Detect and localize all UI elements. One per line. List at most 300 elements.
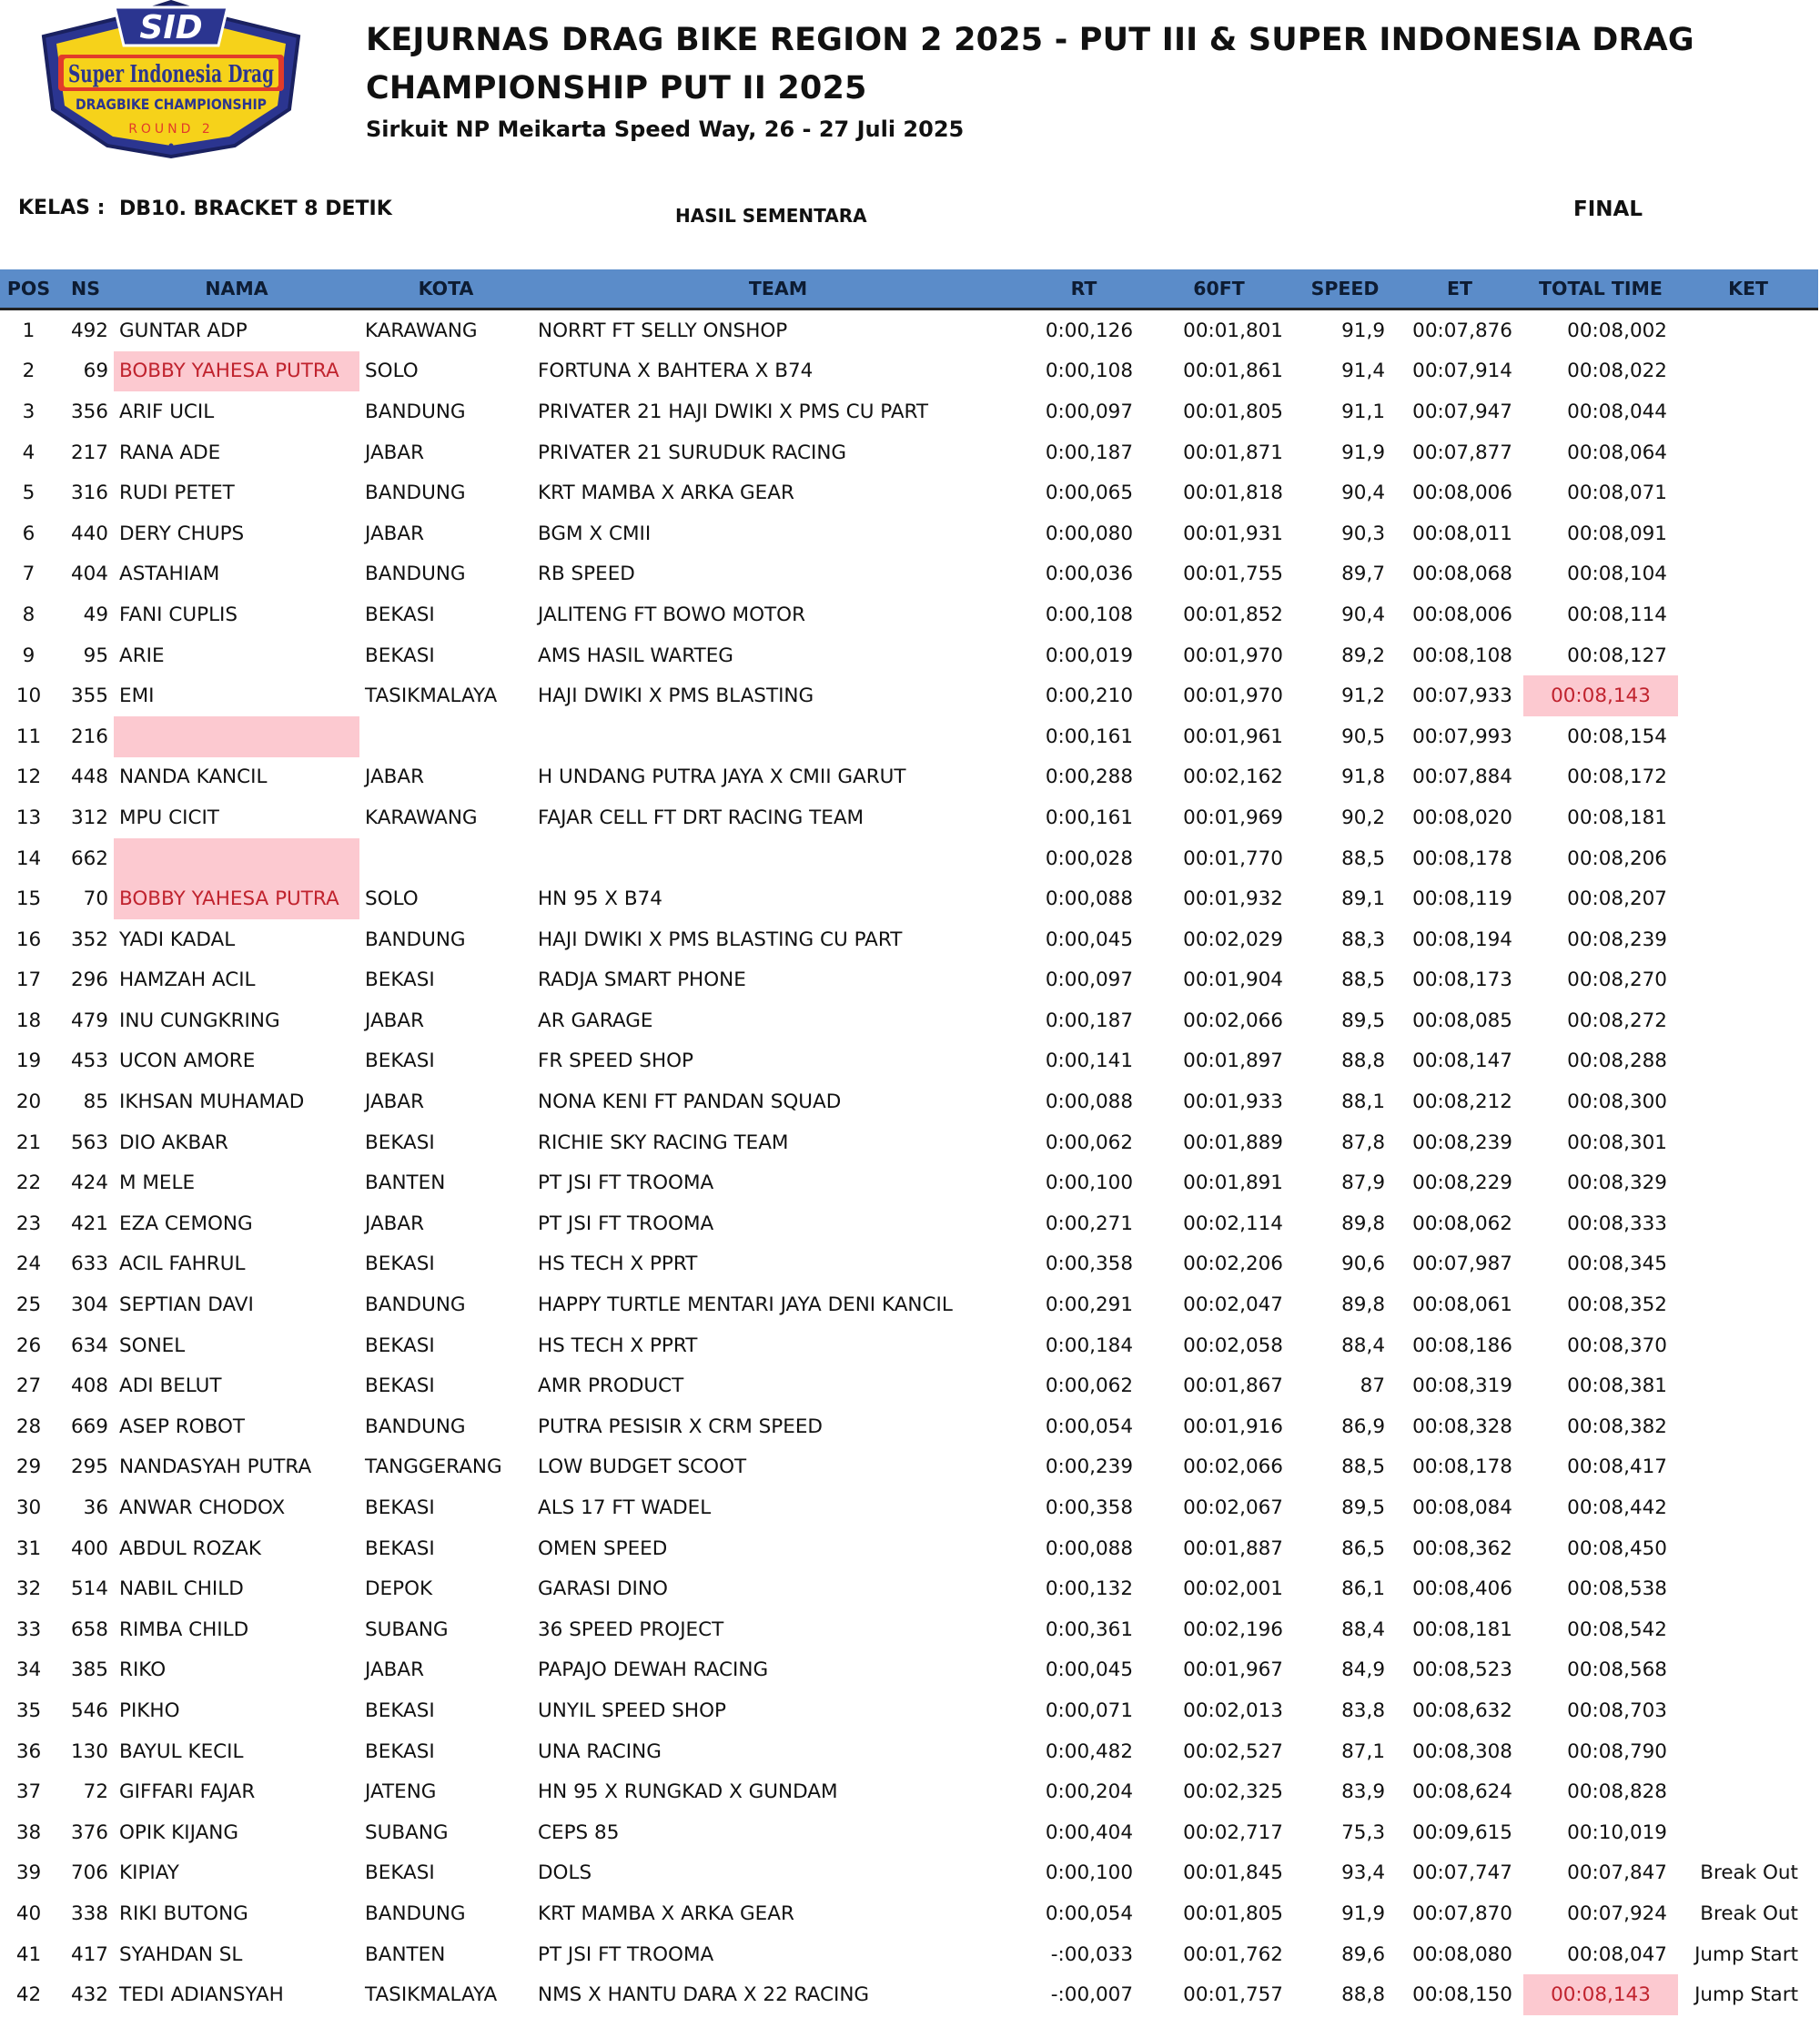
cell-team: PT JSI FT TROOMA	[538, 1171, 714, 1195]
cell-et: 00:08,178	[1412, 1455, 1512, 1479]
cell-ns: 669	[70, 1415, 108, 1438]
cell-speed: 91,9	[1341, 441, 1385, 464]
cell-nama: ARIF UCIL	[119, 400, 215, 423]
cell-rt: 0:00,361	[1045, 1617, 1133, 1641]
cell-kota: BEKASI	[365, 1496, 435, 1520]
table-row	[0, 1568, 1818, 1609]
logo-brand-text: Super Indonesia Drag	[68, 61, 274, 88]
cell-team: AMS HASIL WARTEG	[538, 644, 733, 667]
cell-ket	[1678, 1365, 1818, 1406]
cell-kota: BANDUNG	[365, 1901, 466, 1925]
cell-kota: JABAR	[365, 1658, 425, 1682]
table-row	[0, 1487, 1818, 1528]
cell-rt: 0:00,054	[1045, 1415, 1133, 1438]
cell-ket: Jump Start	[1694, 1983, 1798, 2007]
cell-pos: 3	[22, 400, 35, 423]
cell-ket	[1678, 878, 1818, 919]
cell-ns: 662	[70, 847, 108, 870]
cell-team: DOLS	[538, 1861, 592, 1885]
cell-ket	[1678, 1650, 1818, 1691]
cell-speed: 89,1	[1341, 887, 1385, 911]
cell-60ft: 00:01,852	[1183, 603, 1283, 626]
cell-team: UNA RACING	[538, 1739, 662, 1763]
table-row	[0, 1365, 1818, 1406]
cell-kota: JABAR	[365, 1212, 425, 1235]
cell-kota: JABAR	[365, 522, 425, 545]
cell-speed: 89,7	[1341, 563, 1385, 586]
cell-nama	[114, 838, 359, 879]
cell-kota: BANDUNG	[365, 400, 466, 423]
cell-pos: 12	[15, 766, 42, 789]
cell-ns: 295	[70, 1455, 108, 1479]
cell-ns: 70	[83, 887, 108, 911]
cell-ns: 479	[70, 1009, 108, 1032]
col-header-kota: KOTA	[359, 269, 532, 309]
cell-nama	[114, 716, 359, 757]
cell-kota: BANDUNG	[365, 482, 466, 505]
cell-speed: 90,4	[1341, 482, 1385, 505]
cell-rt: 0:00,358	[1045, 1496, 1133, 1520]
cell-rt: 0:00,204	[1045, 1780, 1133, 1804]
cell-team: RICHIE SKY RACING TEAM	[538, 1131, 789, 1154]
table-row	[0, 554, 1818, 595]
cell-kota: BEKASI	[365, 644, 435, 667]
cell-team: HAPPY TURTLE MENTARI JAYA DENI KANCIL	[538, 1293, 953, 1317]
cell-rt: 0:00,054	[1045, 1901, 1133, 1925]
cell-kota: BANDUNG	[365, 928, 466, 951]
cell-rt: 0:00,108	[1045, 603, 1133, 626]
page-title-line2: CHAMPIONSHIP PUT II 2025	[366, 70, 867, 106]
cell-kota: JABAR	[365, 766, 425, 789]
cell-ket	[1678, 472, 1818, 513]
cell-kota: KARAWANG	[365, 319, 478, 342]
cell-team: PAPAJO DEWAH RACING	[538, 1658, 769, 1682]
cell-60ft: 00:02,066	[1183, 1455, 1283, 1479]
cell-rt: 0:00,358	[1045, 1252, 1133, 1276]
cell-speed: 88,4	[1341, 1617, 1385, 1641]
table-row	[0, 716, 1818, 757]
cell-team: JALITENG FT BOWO MOTOR	[538, 603, 806, 626]
cell-ns: 36	[83, 1496, 108, 1520]
cell-team: NORRT FT SELLY ONSHOP	[538, 319, 788, 342]
cell-nama: EMI	[119, 684, 155, 708]
col-header-ket: KET	[1678, 269, 1818, 309]
cell-speed: 87	[1360, 1374, 1385, 1398]
cell-et: 00:07,877	[1412, 441, 1512, 464]
col-header-ns: NS	[57, 269, 114, 309]
cell-ket: Break Out	[1700, 1901, 1798, 1925]
kelas-label: KELAS :	[18, 197, 106, 219]
cell-kota	[359, 716, 532, 757]
cell-total-time: 00:08,345	[1567, 1252, 1667, 1276]
cell-et: 00:08,085	[1412, 1009, 1512, 1032]
cell-pos: 39	[15, 1861, 42, 1885]
cell-et: 00:07,947	[1412, 400, 1512, 423]
cell-speed: 87,9	[1341, 1171, 1385, 1195]
cell-speed: 91,8	[1341, 766, 1385, 789]
cell-nama: RIKO	[119, 1658, 167, 1682]
logo-sid-text: SID	[139, 9, 203, 46]
cell-nama: YADI KADAL	[119, 928, 236, 951]
table-row	[0, 1284, 1818, 1325]
cell-et: 00:08,020	[1412, 806, 1512, 829]
cell-ns: 130	[70, 1739, 108, 1763]
table-row	[0, 351, 1818, 392]
cell-speed: 88,1	[1341, 1090, 1385, 1114]
cell-speed: 86,9	[1341, 1415, 1385, 1438]
cell-pos: 33	[15, 1617, 42, 1641]
cell-speed: 90,5	[1341, 725, 1385, 748]
cell-nama: DIO AKBAR	[119, 1131, 228, 1154]
cell-ket	[1678, 351, 1818, 392]
cell-team: PT JSI FT TROOMA	[538, 1212, 714, 1235]
cell-rt: 0:00,065	[1045, 482, 1133, 505]
table-row	[0, 1081, 1818, 1122]
cell-ket	[1678, 554, 1818, 595]
cell-ns: 376	[70, 1820, 108, 1844]
table-row	[0, 1244, 1818, 1285]
cell-ns: 316	[70, 482, 108, 505]
cell-ns: 563	[70, 1131, 108, 1154]
cell-pos: 35	[15, 1699, 42, 1722]
cell-team: HS TECH X PPRT	[538, 1252, 698, 1276]
cell-pos: 20	[15, 1090, 42, 1114]
cell-speed: 86,1	[1341, 1577, 1385, 1601]
cell-et: 00:08,212	[1412, 1090, 1512, 1114]
cell-ket	[1678, 1568, 1818, 1609]
cell-total-time: 00:08,542	[1567, 1617, 1667, 1641]
cell-nama: GIFFARI FAJAR	[119, 1780, 256, 1804]
cell-rt: 0:00,071	[1045, 1699, 1133, 1722]
table-row	[0, 1528, 1818, 1569]
table-row	[0, 432, 1818, 473]
cell-et: 00:08,178	[1412, 847, 1512, 870]
cell-team: ALS 17 FT WADEL	[538, 1496, 712, 1520]
cell-et: 00:08,328	[1412, 1415, 1512, 1438]
cell-ket	[1678, 1609, 1818, 1650]
cell-et: 00:08,173	[1412, 968, 1512, 992]
cell-kota: BEKASI	[365, 1699, 435, 1722]
cell-rt: 0:00,088	[1045, 1536, 1133, 1560]
cell-kota: JABAR	[365, 441, 425, 464]
cell-60ft: 00:02,162	[1183, 766, 1283, 789]
cell-ket	[1678, 513, 1818, 554]
cell-et: 00:07,993	[1412, 725, 1512, 748]
cell-speed: 93,4	[1341, 1861, 1385, 1885]
cell-ns: 72	[83, 1780, 108, 1804]
cell-rt: 0:00,126	[1045, 319, 1133, 342]
cell-pos: 19	[15, 1050, 42, 1073]
cell-total-time: 00:08,143	[1523, 1974, 1678, 2015]
cell-ns: 216	[70, 725, 108, 748]
cell-60ft: 00:02,029	[1183, 928, 1283, 951]
cell-total-time: 00:08,181	[1567, 806, 1667, 829]
result-status: HASIL SEMENTARA	[675, 205, 867, 227]
cell-kota: KARAWANG	[365, 806, 478, 829]
cell-ns: 633	[70, 1252, 108, 1276]
cell-et: 00:07,884	[1412, 766, 1512, 789]
cell-ns: 453	[70, 1050, 108, 1073]
cell-et: 00:08,186	[1412, 1334, 1512, 1357]
cell-et: 00:08,068	[1412, 563, 1512, 586]
cell-pos: 42	[15, 1983, 42, 2007]
cell-60ft: 00:01,969	[1183, 806, 1283, 829]
cell-et: 00:08,119	[1412, 887, 1512, 911]
cell-team: GARASI DINO	[538, 1577, 668, 1601]
cell-team: RADJA SMART PHONE	[538, 968, 746, 992]
cell-kota: BEKASI	[365, 968, 435, 992]
cell-nama: M MELE	[119, 1171, 196, 1195]
cell-rt: 0:00,187	[1045, 441, 1133, 464]
cell-60ft: 00:01,762	[1183, 1942, 1283, 1966]
cell-ns: 95	[83, 644, 108, 667]
cell-total-time: 00:08,450	[1567, 1536, 1667, 1560]
cell-pos: 32	[15, 1577, 42, 1601]
cell-ns: 421	[70, 1212, 108, 1235]
cell-kota: JATENG	[365, 1780, 437, 1804]
col-header-nama: NAMA	[114, 269, 359, 309]
cell-pos: 13	[15, 806, 42, 829]
cell-speed: 91,4	[1341, 360, 1385, 383]
cell-team: KRT MAMBA X ARKA GEAR	[538, 482, 794, 505]
cell-60ft: 00:02,001	[1183, 1577, 1283, 1601]
cell-rt: 0:00,045	[1045, 1658, 1133, 1682]
cell-pos: 5	[22, 482, 35, 505]
page-title-line1: KEJURNAS DRAG BIKE REGION 2 2025 - PUT III & SUPER INDONESIA DRAG	[366, 22, 1694, 58]
cell-speed: 91,2	[1341, 684, 1385, 708]
cell-et: 00:08,523	[1412, 1658, 1512, 1682]
cell-pos: 15	[15, 887, 42, 911]
cell-total-time: 00:08,270	[1567, 968, 1667, 992]
cell-pos: 34	[15, 1658, 42, 1682]
cell-60ft: 00:01,904	[1183, 968, 1283, 992]
cell-ns: 432	[70, 1983, 108, 2007]
cell-ket	[1678, 1528, 1818, 1569]
cell-rt: 0:00,161	[1045, 725, 1133, 748]
cell-ns: 448	[70, 766, 108, 789]
cell-total-time: 00:07,847	[1567, 1861, 1667, 1885]
cell-et: 00:08,406	[1412, 1577, 1512, 1601]
cell-speed: 87,8	[1341, 1131, 1385, 1154]
cell-total-time: 00:07,924	[1567, 1901, 1667, 1925]
cell-rt: 0:00,097	[1045, 400, 1133, 423]
table-row	[0, 1122, 1818, 1163]
cell-et: 00:07,876	[1412, 319, 1512, 342]
cell-kota: BEKASI	[365, 1131, 435, 1154]
cell-ns: 312	[70, 806, 108, 829]
cell-60ft: 00:01,861	[1183, 360, 1283, 383]
cell-ket: Break Out	[1700, 1861, 1798, 1885]
cell-rt: 0:00,210	[1045, 684, 1133, 708]
table-row	[0, 1447, 1818, 1488]
cell-speed: 89,2	[1341, 644, 1385, 667]
cell-ns: 385	[70, 1658, 108, 1682]
cell-speed: 88,8	[1341, 1983, 1385, 2007]
cell-pos: 31	[15, 1536, 42, 1560]
cell-et: 00:09,615	[1412, 1820, 1512, 1844]
cell-kota: BANDUNG	[365, 563, 466, 586]
cell-rt: 0:00,080	[1045, 522, 1133, 545]
cell-60ft: 00:01,889	[1183, 1131, 1283, 1154]
cell-pos: 25	[15, 1293, 42, 1317]
cell-total-time: 00:08,104	[1567, 563, 1667, 586]
table-row	[0, 1974, 1818, 2015]
cell-60ft: 00:02,206	[1183, 1252, 1283, 1276]
cell-team: NMS X HANTU DARA X 22 RACING	[538, 1983, 870, 2007]
cell-team: CEPS 85	[538, 1820, 620, 1844]
cell-total-time: 00:08,300	[1567, 1090, 1667, 1114]
cell-nama: FANI CUPLIS	[119, 603, 238, 626]
cell-ket	[1678, 919, 1818, 960]
cell-rt: 0:00,161	[1045, 806, 1133, 829]
cell-nama: BAYUL KECIL	[119, 1739, 244, 1763]
cell-nama: ASTAHIAM	[119, 563, 220, 586]
cell-et: 00:08,150	[1412, 1983, 1512, 2007]
cell-pos: 1	[22, 319, 35, 342]
cell-total-time: 00:08,329	[1567, 1171, 1667, 1195]
cell-ket	[1678, 1487, 1818, 1528]
table-row	[0, 1203, 1818, 1244]
cell-pos: 18	[15, 1009, 42, 1032]
table-row	[0, 1934, 1818, 1975]
cell-pos: 2	[22, 360, 35, 383]
cell-rt: 0:00,288	[1045, 766, 1133, 789]
cell-ket	[1678, 1000, 1818, 1041]
cell-et: 00:08,062	[1412, 1212, 1512, 1235]
cell-60ft: 00:01,891	[1183, 1171, 1283, 1195]
cell-nama: NANDA KANCIL	[119, 766, 268, 789]
cell-et: 00:08,362	[1412, 1536, 1512, 1560]
table-row	[0, 1650, 1818, 1691]
cell-ket	[1678, 594, 1818, 635]
cell-pos: 16	[15, 928, 42, 951]
cell-team: UNYIL SPEED SHOP	[538, 1699, 726, 1722]
cell-total-time: 00:08,207	[1567, 887, 1667, 911]
cell-60ft: 00:01,805	[1183, 400, 1283, 423]
cell-speed: 90,6	[1341, 1252, 1385, 1276]
cell-total-time: 00:08,352	[1567, 1293, 1667, 1317]
table-row	[0, 309, 1818, 351]
cell-team	[532, 716, 1024, 757]
col-header-et: ET	[1396, 269, 1523, 309]
cell-ket	[1678, 391, 1818, 432]
table-row	[0, 838, 1818, 879]
cell-pos: 26	[15, 1334, 42, 1357]
cell-total-time: 00:08,370	[1567, 1334, 1667, 1357]
logo-round-text: ROUND 2	[128, 122, 214, 137]
cell-kota: BEKASI	[365, 1374, 435, 1398]
cell-60ft: 00:01,867	[1183, 1374, 1283, 1398]
cell-team: PUTRA PESISIR X CRM SPEED	[538, 1415, 823, 1438]
cell-ket	[1678, 716, 1818, 757]
cell-ket	[1678, 1690, 1818, 1731]
cell-speed: 86,5	[1341, 1536, 1385, 1560]
cell-rt: 0:00,036	[1045, 563, 1133, 586]
cell-rt: 0:00,062	[1045, 1374, 1133, 1398]
cell-et: 00:08,080	[1412, 1942, 1512, 1966]
cell-ns: 355	[70, 684, 108, 708]
cell-ket	[1678, 1771, 1818, 1812]
cell-60ft: 00:01,757	[1183, 1983, 1283, 2007]
cell-team: PT JSI FT TROOMA	[538, 1942, 714, 1966]
cell-team: PRIVATER 21 HAJI DWIKI X PMS CU PART	[538, 400, 929, 423]
cell-ns: 304	[70, 1293, 108, 1317]
cell-team	[532, 838, 1024, 879]
cell-speed: 89,5	[1341, 1009, 1385, 1032]
cell-ket	[1678, 797, 1818, 838]
cell-60ft: 00:02,058	[1183, 1334, 1283, 1357]
cell-total-time: 00:08,206	[1567, 847, 1667, 870]
cell-ket	[1678, 1731, 1818, 1772]
cell-60ft: 00:01,805	[1183, 1901, 1283, 1925]
cell-kota: BEKASI	[365, 1252, 435, 1276]
cell-team: AMR PRODUCT	[538, 1374, 684, 1398]
table-row	[0, 1731, 1818, 1772]
cell-nama: OPIK KIJANG	[119, 1820, 239, 1844]
cell-team: NONA KENI FT PANDAN SQUAD	[538, 1090, 842, 1114]
cell-kota: BEKASI	[365, 1536, 435, 1560]
cell-rt: 0:00,088	[1045, 887, 1133, 911]
cell-ket	[1678, 1406, 1818, 1447]
cell-et: 00:08,147	[1412, 1050, 1512, 1073]
cell-60ft: 00:01,933	[1183, 1090, 1283, 1114]
cell-total-time: 00:08,272	[1567, 1009, 1667, 1032]
cell-ns: 492	[70, 319, 108, 342]
cell-60ft: 00:02,067	[1183, 1496, 1283, 1520]
cell-pos: 36	[15, 1739, 42, 1763]
cell-rt: 0:00,028	[1045, 847, 1133, 870]
cell-60ft: 00:01,916	[1183, 1415, 1283, 1438]
cell-speed: 84,9	[1341, 1658, 1385, 1682]
cell-et: 00:08,006	[1412, 603, 1512, 626]
cell-team: BGM X CMII	[538, 522, 652, 545]
cell-speed: 83,8	[1341, 1699, 1385, 1722]
cell-ns: 440	[70, 522, 108, 545]
cell-et: 00:07,933	[1412, 684, 1512, 708]
cell-ket	[1678, 1244, 1818, 1285]
cell-ket	[1678, 675, 1818, 716]
cell-60ft: 00:02,066	[1183, 1009, 1283, 1032]
cell-nama: BOBBY YAHESA PUTRA	[114, 878, 359, 919]
cell-total-time: 00:08,790	[1567, 1739, 1667, 1763]
cell-kota: BEKASI	[365, 1739, 435, 1763]
cell-et: 00:08,011	[1412, 522, 1512, 545]
cell-speed: 88,3	[1341, 928, 1385, 951]
cell-kota: BEKASI	[365, 1050, 435, 1073]
col-header-pos: POS	[0, 269, 57, 309]
cell-total-time: 00:08,172	[1567, 766, 1667, 789]
cell-kota: BEKASI	[365, 1861, 435, 1885]
table-row	[0, 391, 1818, 432]
cell-rt: 0:00,100	[1045, 1171, 1133, 1195]
cell-ns: 417	[70, 1942, 108, 1966]
cell-et: 00:07,870	[1412, 1901, 1512, 1925]
cell-et: 00:07,747	[1412, 1861, 1512, 1885]
cell-60ft: 00:01,801	[1183, 319, 1283, 342]
cell-total-time: 00:08,239	[1567, 928, 1667, 951]
cell-speed: 90,2	[1341, 806, 1385, 829]
cell-rt: 0:00,062	[1045, 1131, 1133, 1154]
cell-ns: 404	[70, 563, 108, 586]
cell-ns: 49	[83, 603, 108, 626]
cell-ket	[1678, 1162, 1818, 1203]
table-row	[0, 1041, 1818, 1082]
cell-pos: 8	[22, 603, 35, 626]
cell-et: 00:08,108	[1412, 644, 1512, 667]
cell-rt: 0:00,404	[1045, 1820, 1133, 1844]
cell-kota	[359, 838, 532, 879]
cell-rt: 0:00,088	[1045, 1090, 1133, 1114]
